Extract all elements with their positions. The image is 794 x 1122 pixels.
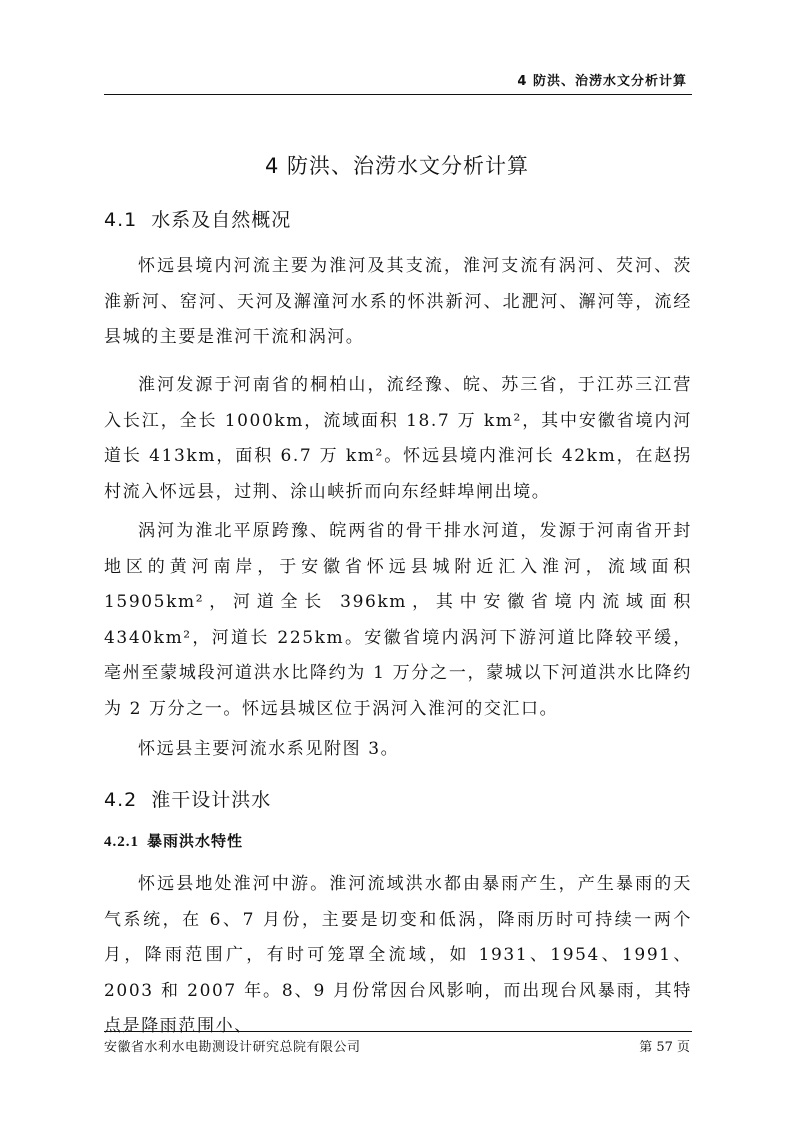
- running-header: 4 防洪、治涝水文分析计算: [517, 74, 687, 89]
- section-heading-text: 水系及自然概况: [151, 209, 292, 231]
- subsection-heading-text: 暴雨洪水特性: [147, 832, 244, 850]
- paragraph: 涡河为淮北平原跨豫、皖两省的骨干排水河道，发源于河南省开封地区的黄河南岸，于安徽省怀远县城附近汇入淮河，流域面积 15905km²，河道全长 396km，其中安徽省境内流域面积 4340km²，河道长 225km。安徽省境内涡河下游河道比降较平缓，亳州至蒙城段河道洪水比降约为 1 万分之一，蒙城以下河道洪水比降约为 2 万分之一。怀远县城区位于涡河入淮河的交汇口。: [104, 521, 692, 719]
- subsection-title-4-2-1: [104, 830, 243, 851]
- chapter-title: 4 防洪、治涝水文分析计算: [264, 154, 530, 178]
- section-number: 4.1: [104, 209, 138, 231]
- subsection-number: 4.2.1: [104, 834, 139, 850]
- paragraph: 淮河发源于河南省的桐柏山，流经豫、皖、苏三省，于江苏三江营入长江，全长 1000km，流域面积 18.7 万 km²，其中安徽省境内河道长 413km，面积 6.7 万 km²。怀远县境内淮河长 42km，在赵拐村流入怀远县，过荆、涂山峡折而向东经蚌埠闸出境。: [104, 375, 692, 502]
- section-number: 4.2: [104, 789, 138, 811]
- paragraph: 怀远县地处淮河中游。淮河流域洪水都由暴雨产生，产生暴雨的天气系统，在 6、7 月份，主要是切变和低涡，降雨历时可持续一两个月，降雨范围广，有时可笼罩全流域，如 1931、1954、1991、2003 和 2007 年。8、9 月份常因台风影响，而出现台风暴雨，其特点是降雨范围小、: [104, 874, 692, 1036]
- header-rule: [104, 94, 692, 95]
- section-heading-text: 淮干设计洪水: [151, 789, 272, 811]
- footer-rule: [104, 1031, 692, 1032]
- paragraph: 怀远县境内河流主要为淮河及其支流，淮河支流有涡河、芡河、茨淮新河、窑河、天河及澥潼河水系的怀洪新河、北淝河、澥河等，流经县城的主要是淮河干流和涡河。: [104, 256, 692, 347]
- paragraph: 怀远县主要河流水系见附图 3。: [138, 739, 400, 759]
- page-number: 第 57 页: [639, 1040, 690, 1055]
- footer-organization: 安徽省水利水电勘测设计研究总院有限公司: [104, 1040, 361, 1055]
- section-title-4-2: [104, 785, 271, 812]
- section-title-4-1: [104, 205, 291, 232]
